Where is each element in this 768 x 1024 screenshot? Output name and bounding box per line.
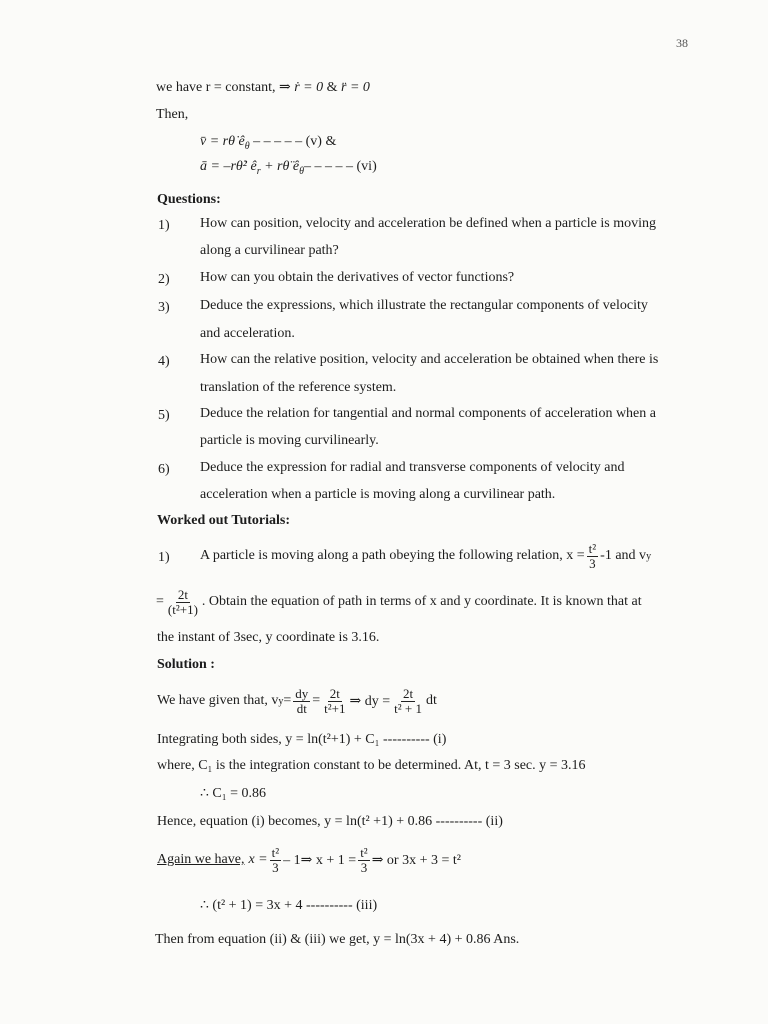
fraction-numerator: 2t: [329, 685, 340, 701]
subscript-y: y: [646, 550, 652, 562]
fraction-denominator: 3: [272, 859, 279, 875]
velocity-equation-sub: θ: [244, 140, 250, 152]
solution-text: ⇒ or 3x + 3 = t²: [371, 852, 461, 868]
fraction: [392, 687, 424, 715]
fraction-numerator: t²: [271, 844, 280, 860]
tutorial-line-2: [156, 584, 642, 620]
question-text: Deduce the relation for tangential and normal components of acceleration when a: [200, 406, 656, 421]
solution-text: We have given that, v: [157, 693, 279, 708]
fraction-denominator: dt: [296, 700, 307, 716]
intro-prefix: we have r = constant, ⇒: [156, 80, 295, 95]
fraction-denominator: t² + 1: [394, 700, 422, 716]
questions-heading: Questions:: [157, 192, 221, 207]
question-text-cont: particle is moving curvilinearly.: [200, 433, 379, 448]
fraction-numerator: t²: [360, 844, 368, 860]
solution-step-1: We have given that, v y = $\frac{dy}{dt}$ = $\frac{2t}{\text{t²+1}}$ ⇒ dy = $\frac{2t}{\text{t² + 1}}$ dt: [157, 685, 437, 716]
fraction: [270, 846, 282, 874]
equals-sign: =: [283, 693, 292, 708]
tutorial-number: 1): [158, 550, 170, 565]
r-dot-expression: ṙ = 0: [294, 80, 324, 95]
fraction-denominator: 3: [589, 555, 596, 571]
fraction: [587, 542, 599, 570]
question-text: Deduce the expression for radial and transverse components of velocity and: [200, 460, 625, 475]
solution-text: x =: [248, 852, 268, 867]
question-text-cont: acceleration when a particle is moving along a curvilinear path.: [200, 487, 556, 502]
solution-text: dt: [425, 693, 437, 708]
question-text-cont: and acceleration.: [200, 326, 295, 341]
acceleration-equation-tail: – – – – – (vi): [304, 159, 377, 174]
fraction-denominator: 3: [360, 859, 368, 875]
solution-heading: Solution :: [157, 657, 215, 672]
ampersand: &: [323, 80, 341, 95]
question-text-cont: along a curvilinear path?: [200, 243, 339, 258]
question-number: 1): [158, 218, 170, 233]
fraction-numerator: t²: [588, 540, 597, 556]
solution-arrow: ⇒ dy =: [349, 693, 391, 709]
then-label: Then,: [156, 107, 189, 122]
question-text: How can the relative position, velocity and acceleration be obtained when there is: [200, 352, 659, 367]
question-number: 4): [158, 354, 170, 369]
solution-step-2: Integrating both sides, y = ln(t²+1) + C₁ ---------- (i): [157, 732, 447, 747]
question-number: 2): [158, 272, 170, 287]
fraction: [293, 687, 310, 715]
fraction-denominator: (t²+1): [167, 601, 198, 617]
fraction-numerator: 2t: [403, 685, 414, 701]
tutorial-text: A particle is moving along a path obeying the following relation, x =: [200, 548, 585, 563]
page-number: 38: [676, 36, 688, 50]
question-text-cont: translation of the reference system.: [200, 380, 397, 395]
tutorial-text-after: -1 and v: [600, 548, 647, 563]
acceleration-equation-sub1: r: [256, 165, 261, 177]
r-ddot-expression: r̈ = 0: [341, 80, 370, 95]
tutorial-text: . Obtain the equation of path in terms of x and y coordinate. It is known that at: [201, 594, 642, 609]
tutorials-heading: Worked out Tutorials:: [157, 513, 291, 528]
solution-text: – 1⇒ x + 1 =: [283, 852, 357, 868]
fraction: [322, 687, 347, 715]
solution-text: Again we have,: [157, 852, 245, 867]
question-text: How can position, velocity and acceleration be defined when a particle is moving: [200, 216, 657, 231]
solution-step-4: ∴ C₁ = 0.86: [200, 786, 267, 801]
solution-step-6: [157, 842, 461, 878]
question-number: 3): [158, 300, 170, 315]
fraction-numerator: dy: [295, 685, 309, 701]
velocity-equation-tail: – – – – – (v) &: [249, 134, 337, 149]
acceleration-equation-sub2: θ: [299, 165, 305, 177]
tutorial-line-3: the instant of 3sec, y coordinate is 3.16.: [157, 630, 380, 645]
question-number: 5): [158, 408, 170, 423]
velocity-equation: [200, 134, 336, 152]
fraction: [358, 846, 370, 874]
question-text: How can you obtain the derivatives of vector functions?: [200, 270, 515, 285]
solution-step-7: ∴ (t² + 1) = 3x + 4 ---------- (iii): [200, 898, 378, 913]
solution-step-3: where, C₁ is the integration constant to be determined. At, t = 3 sec. y = 3.16: [157, 758, 586, 773]
subscript-y: y: [278, 695, 284, 707]
acceleration-equation-main: ā = –rθ̇² ê: [200, 159, 257, 174]
fraction-denominator: t²+1: [324, 700, 346, 716]
fraction: [166, 588, 200, 616]
fraction-numerator: 2t: [177, 586, 188, 602]
acceleration-equation-mid: + rθ̈ ê: [260, 159, 300, 174]
acceleration-equation: [200, 159, 377, 177]
intro-line: [156, 79, 370, 96]
equals-sign: =: [156, 594, 164, 609]
question-text: Deduce the expressions, which illustrate the rectangular components of velocity: [200, 298, 648, 313]
tutorial-line-1: [200, 538, 651, 574]
question-number: 6): [158, 462, 170, 477]
solution-step-5: Hence, equation (i) becomes, y = ln(t² +1) + 0.86 ---------- (ii): [157, 814, 503, 829]
solution-step-8: Then from equation (ii) & (iii) we get, y = ln(3x + 4) + 0.86 Ans.: [155, 932, 520, 947]
velocity-equation-main: v̄ = rθ̇ ê: [200, 134, 245, 149]
